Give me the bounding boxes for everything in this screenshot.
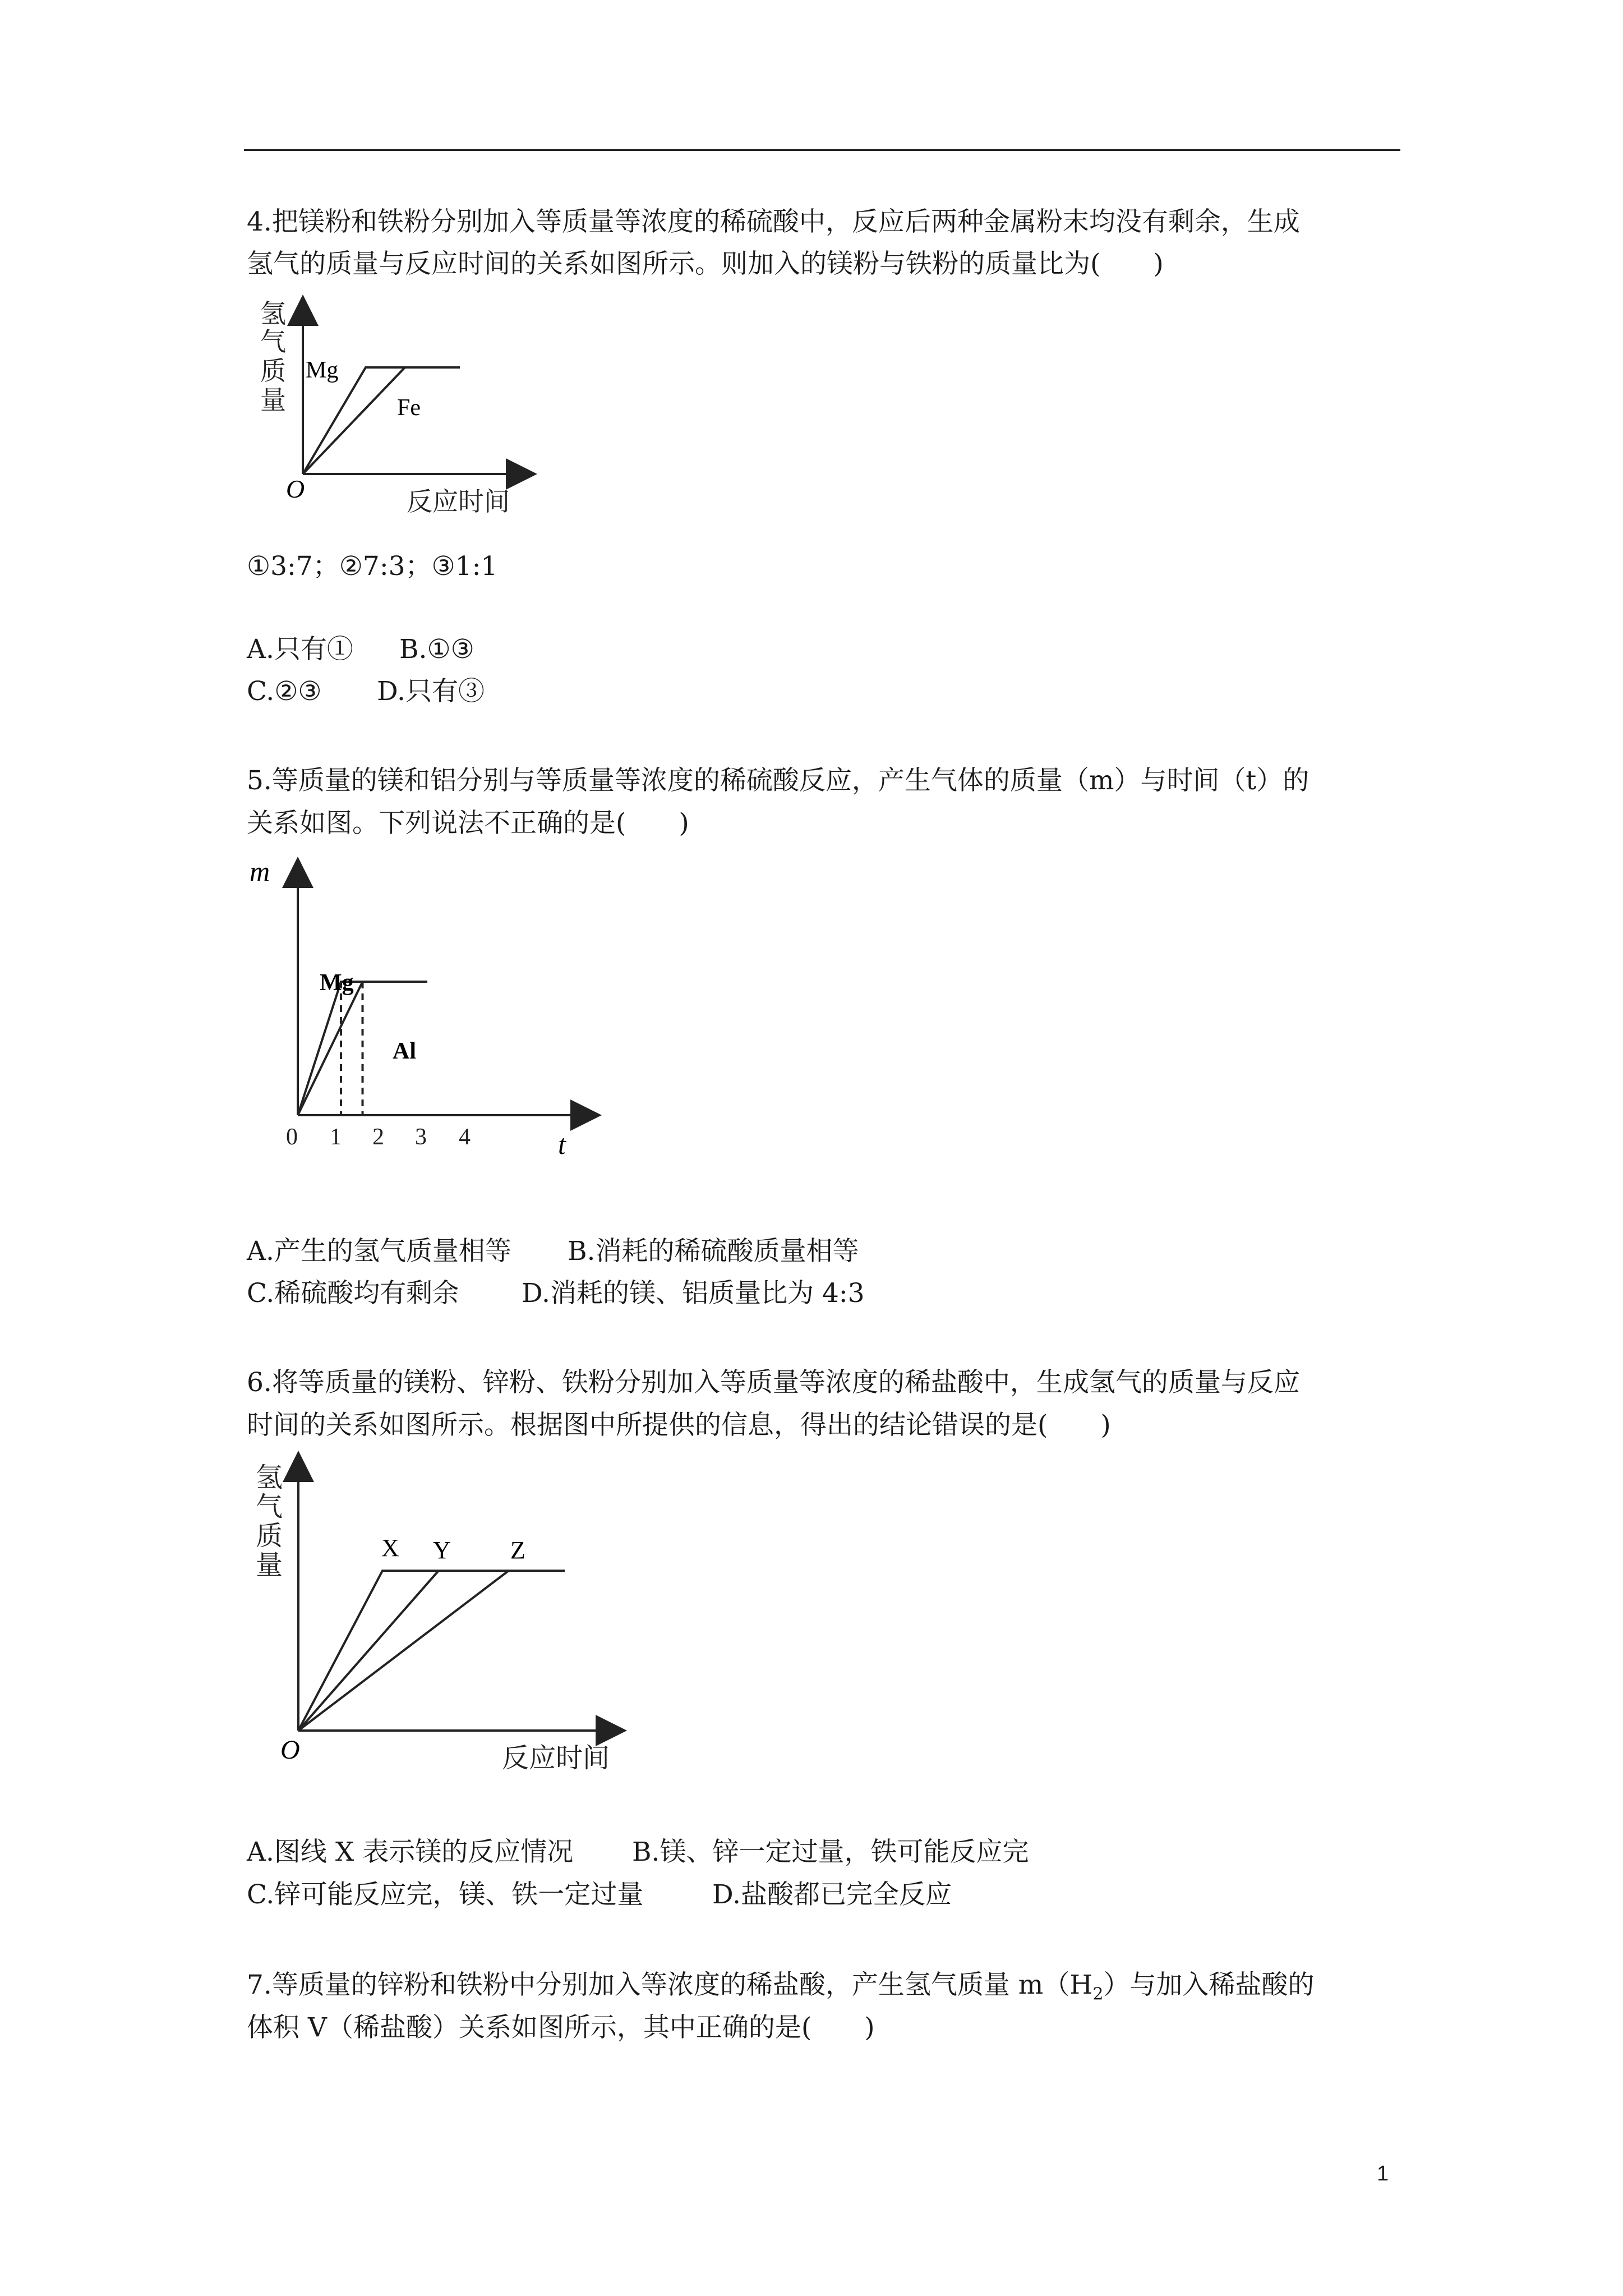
series-line-z	[298, 1571, 565, 1731]
q5-stem-line-2: 关系如图。下列说法不正确的是( )	[247, 808, 689, 839]
q6-option-c[interactable]: C.锌可能反应完，镁、铁一定过量	[247, 1879, 644, 1910]
y-axis-label: m	[250, 855, 270, 887]
q4-ratios: ①3:7；②7:3；③1:1	[247, 551, 498, 582]
q4-stem-line-1: 4.把镁粉和铁粉分别加入等质量等浓度的稀硫酸中，反应后两种金属粉末均没有剩余，生成	[247, 206, 1300, 237]
q5-option-a[interactable]: A.产生的氢气质量相等	[247, 1236, 511, 1267]
series-label-y: Y	[433, 1536, 451, 1564]
q5-options-row-2	[247, 1272, 865, 1315]
series-label-z: Z	[510, 1536, 525, 1564]
q4-options-row-2	[247, 670, 485, 713]
q5-option-c[interactable]: C.稀硫酸均有剩余	[247, 1278, 459, 1309]
q5-option-b[interactable]: B.消耗的稀硫酸质量相等	[568, 1236, 859, 1267]
series-label-mg: Mg	[306, 357, 339, 383]
q4-option-d[interactable]: D.只有③	[377, 676, 485, 707]
q6-stem-line-1: 6.将等质量的镁粉、锌粉、铁粉分别加入等质量等浓度的稀盐酸中，生成氢气的质量与反应	[247, 1367, 1300, 1398]
x-axis-label: 反应时间	[407, 487, 510, 516]
q5-option-d[interactable]: D.消耗的镁、铝质量比为 4:3	[522, 1278, 865, 1309]
series-line-y	[298, 1571, 565, 1731]
q5-stem-line-1: 5.等质量的镁和铝分别与等质量等浓度的稀硫酸反应，产生气体的质量（m）与时间（t）的	[247, 765, 1310, 796]
series-label-x: X	[381, 1534, 399, 1562]
q6-figure	[247, 1458, 628, 1784]
q7-stem-line-2: 体积 V（稀盐酸）关系如图所示，其中正确的是( )	[247, 2012, 875, 2043]
q4-options-row-1	[247, 628, 474, 671]
q6-option-a[interactable]: A.图线 X 表示镁的反应情况	[247, 1837, 574, 1867]
series-label-al: Al	[393, 1038, 416, 1064]
q4-figure	[247, 295, 538, 530]
y-label-char-1: 氢	[256, 1463, 283, 1493]
tick-4: 4	[459, 1124, 471, 1150]
q6-options-row-1	[247, 1831, 1029, 1874]
q6-option-d[interactable]: D.盐酸都已完全反应	[712, 1879, 952, 1910]
origin-label: O	[280, 1735, 300, 1765]
y-label-char-4: 量	[260, 386, 286, 415]
q5-figure	[247, 855, 606, 1175]
y-label-char-2: 气	[256, 1492, 283, 1522]
tick-1: 1	[330, 1124, 342, 1150]
x-axis-label: 反应时间	[502, 1743, 610, 1773]
page-number: 1	[1377, 2162, 1389, 2185]
series-label-mg: Mg	[320, 970, 354, 996]
x-axis-label: t	[558, 1129, 566, 1160]
q7-subscript: 2	[1092, 1984, 1104, 2004]
y-label-char-3: 质	[260, 357, 286, 385]
tick-3: 3	[415, 1124, 427, 1150]
q6-options-row-2	[247, 1874, 952, 1916]
y-label-char-3: 质	[256, 1521, 283, 1551]
y-label-char-4: 量	[256, 1550, 283, 1580]
tick-2: 2	[372, 1124, 384, 1150]
q4-option-a[interactable]: A.只有①	[247, 634, 353, 665]
origin-label: O	[286, 475, 305, 503]
q6-stem-line-2: 时间的关系如图所示。根据图中所提供的信息，得出的结论错误的是( )	[247, 1410, 1111, 1441]
q4-option-c[interactable]: C.②③	[247, 676, 322, 707]
q4-stem-line-2: 氢气的质量与反应时间的关系如图所示。则加入的镁粉与铁粉的质量比为( )	[247, 249, 1164, 279]
q7-stem-part-a: 7.等质量的锌粉和铁粉中分别加入等浓度的稀盐酸，产生氢气质量 m（H	[247, 1970, 1093, 2000]
y-label-char-1: 氢	[260, 300, 286, 328]
series-label-fe: Fe	[397, 395, 421, 421]
series-line-fe	[303, 367, 460, 474]
q6-option-b[interactable]: B.镁、锌一定过量，铁可能反应完	[632, 1837, 1029, 1867]
q5-options-row-1	[247, 1230, 859, 1273]
q7-stem-part-b: ）与加入稀盐酸的	[1103, 1970, 1315, 2000]
q4-option-b[interactable]: B.①③	[399, 634, 474, 665]
header-rule	[244, 149, 1400, 151]
y-label-char-2: 气	[260, 328, 286, 356]
series-line-x	[298, 1571, 565, 1731]
tick-0: 0	[286, 1124, 298, 1150]
series-line-mg	[303, 367, 460, 474]
